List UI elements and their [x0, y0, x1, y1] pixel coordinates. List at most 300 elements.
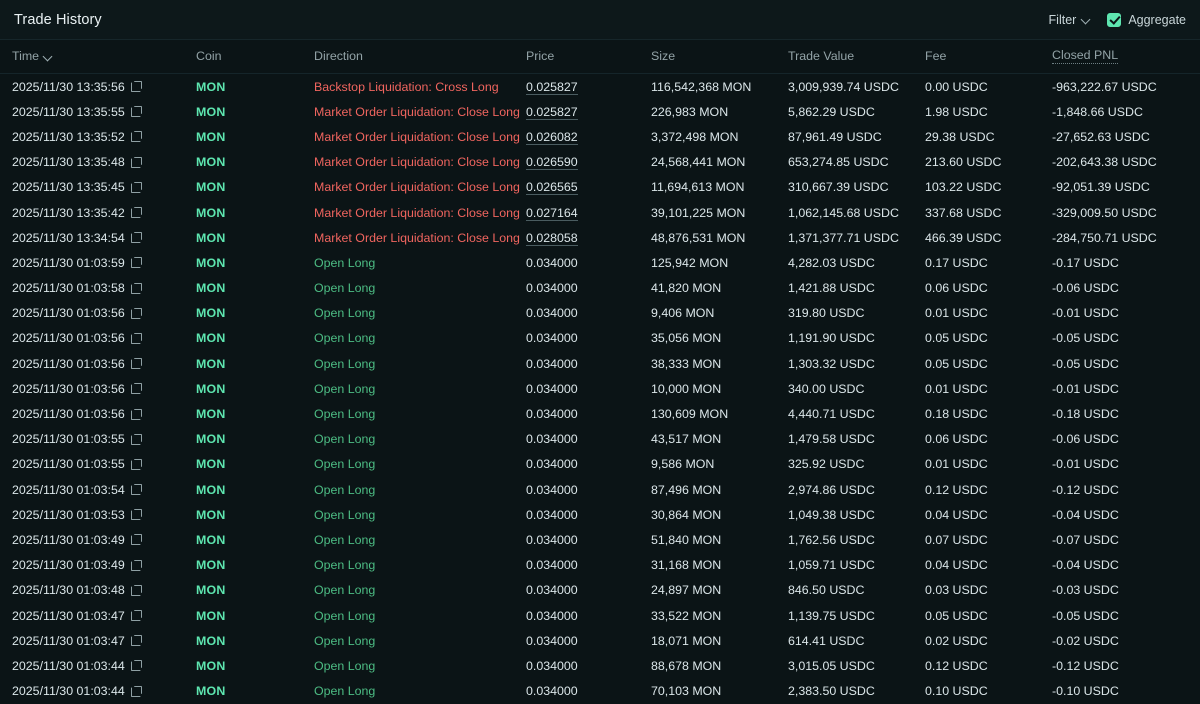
column-header-direction[interactable]: Direction	[314, 40, 526, 74]
price-value[interactable]: 0.027164	[526, 205, 578, 220]
cell-coin	[196, 351, 314, 376]
cell-price	[526, 553, 651, 578]
direction-text: Market Order Liquidation: Close Long	[314, 180, 520, 195]
direction-text: Open Long	[314, 658, 376, 673]
cell-size: 125,942 MON	[651, 255, 729, 270]
cell-size: 35,056 MON	[651, 331, 722, 346]
coin-symbol: MON	[196, 381, 226, 396]
cell-size: 116,542,368 MON	[651, 79, 752, 94]
cell-closed-pnl: -329,009.50 USDC	[1052, 205, 1157, 220]
cell-fee: 103.22 USDC	[925, 180, 1002, 195]
cell-fee: 0.03 USDC	[925, 583, 988, 598]
cell-coin	[196, 578, 314, 603]
table-row[interactable]	[0, 351, 1200, 376]
coin-symbol: MON	[196, 507, 226, 522]
cell-fee: 0.01 USDC	[925, 381, 988, 396]
coin-symbol: MON	[196, 482, 226, 497]
price-value: 0.034000	[526, 482, 578, 497]
price-value: 0.034000	[526, 281, 578, 296]
external-link-icon[interactable]	[131, 409, 142, 420]
cell-size: 88,678 MON	[651, 658, 722, 673]
column-header-coin[interactable]: Coin	[196, 40, 314, 74]
coin-symbol: MON	[196, 331, 226, 346]
price-value[interactable]: 0.026590	[526, 155, 578, 170]
cell-direction	[314, 603, 526, 628]
table-row[interactable]	[0, 653, 1200, 678]
cell-time	[0, 578, 196, 603]
coin-symbol: MON	[196, 558, 226, 573]
cell-fee: 0.05 USDC	[925, 356, 988, 371]
price-value: 0.034000	[526, 255, 578, 270]
sort-chevron-icon	[44, 52, 53, 61]
coin-symbol: MON	[196, 180, 226, 195]
cell-direction	[314, 502, 526, 527]
cell-closed-pnl: -0.05 USDC	[1052, 356, 1119, 371]
cell-price	[526, 603, 651, 628]
cell-size: 24,897 MON	[651, 583, 722, 598]
external-link-icon[interactable]	[131, 560, 142, 571]
cell-price	[526, 175, 651, 200]
cell-closed-pnl: -27,652.63 USDC	[1052, 129, 1150, 144]
cell-direction	[314, 301, 526, 326]
direction-text: Market Order Liquidation: Close Long	[314, 205, 520, 220]
coin-symbol: MON	[196, 457, 226, 472]
cell-time	[0, 326, 196, 351]
external-link-icon[interactable]	[131, 434, 142, 445]
cell-direction	[314, 401, 526, 426]
cell-trade-value: 1,191.90 USDC	[788, 331, 875, 346]
cell-size: 33,522 MON	[651, 608, 722, 623]
external-link-icon[interactable]	[131, 333, 142, 344]
cell-fee: 213.60 USDC	[925, 155, 1002, 170]
cell-direction	[314, 452, 526, 477]
header-controls	[1049, 13, 1186, 27]
external-link-icon[interactable]	[131, 182, 142, 193]
time-text: 2025/11/30 01:03:48	[12, 583, 125, 598]
cell-size: 87,496 MON	[651, 482, 722, 497]
cell-trade-value: 3,009,939.74 USDC	[788, 79, 899, 94]
cell-coin	[196, 225, 314, 250]
cell-price	[526, 99, 651, 124]
price-value[interactable]: 0.025827	[526, 104, 578, 119]
table-row[interactable]	[0, 553, 1200, 578]
cell-trade-value: 3,015.05 USDC	[788, 658, 875, 673]
cell-coin	[196, 653, 314, 678]
cell-trade-value: 846.50 USDC	[788, 583, 865, 598]
direction-text: Open Long	[314, 306, 376, 321]
coin-symbol: MON	[196, 79, 226, 94]
coin-symbol: MON	[196, 532, 226, 547]
cell-size: 39,101,225 MON	[651, 205, 746, 220]
cell-time	[0, 502, 196, 527]
cell-time	[0, 99, 196, 124]
time-text: 2025/11/30 01:03:55	[12, 432, 125, 447]
filter-label: Filter	[1048, 12, 1077, 27]
table-row[interactable]	[0, 74, 1200, 100]
price-value[interactable]: 0.026082	[526, 129, 578, 144]
table-row[interactable]	[0, 603, 1200, 628]
table-row[interactable]	[0, 276, 1200, 301]
cell-fee: 0.02 USDC	[925, 633, 988, 648]
chevron-down-icon	[1082, 15, 1091, 24]
cell-closed-pnl: -0.17 USDC	[1052, 255, 1119, 270]
cell-price	[526, 578, 651, 603]
cell-time	[0, 553, 196, 578]
direction-text: Market Order Liquidation: Close Long	[314, 129, 520, 144]
cell-fee: 0.04 USDC	[925, 507, 988, 522]
price-value: 0.034000	[526, 306, 578, 321]
cell-trade-value: 2,974.86 USDC	[788, 482, 875, 497]
table-header-row	[0, 40, 1200, 74]
table-row[interactable]	[0, 502, 1200, 527]
direction-text: Open Long	[314, 608, 376, 623]
external-link-icon[interactable]	[131, 484, 142, 495]
cell-closed-pnl: -0.04 USDC	[1052, 507, 1119, 522]
cell-size: 30,864 MON	[651, 507, 722, 522]
external-link-icon[interactable]	[131, 308, 142, 319]
cell-fee: 1.98 USDC	[925, 104, 988, 119]
time-text: 2025/11/30 13:35:55	[12, 104, 125, 119]
cell-price	[526, 527, 651, 552]
price-value[interactable]: 0.028058	[526, 230, 578, 245]
time-text: 2025/11/30 01:03:44	[12, 658, 125, 673]
cell-trade-value: 1,479.58 USDC	[788, 432, 875, 447]
cell-closed-pnl: -0.06 USDC	[1052, 432, 1119, 447]
cell-coin	[196, 301, 314, 326]
table-row[interactable]	[0, 175, 1200, 200]
cell-fee: 0.05 USDC	[925, 608, 988, 623]
column-header-closed-pnl[interactable]: Closed PNL	[1052, 40, 1200, 74]
time-text: 2025/11/30 01:03:47	[12, 633, 125, 648]
cell-coin	[196, 427, 314, 452]
table-row[interactable]	[0, 679, 1200, 704]
external-link-icon[interactable]	[131, 81, 142, 92]
cell-trade-value: 4,282.03 USDC	[788, 255, 875, 270]
table-row[interactable]	[0, 527, 1200, 552]
cell-direction	[314, 326, 526, 351]
external-link-icon[interactable]	[131, 207, 142, 218]
time-text: 2025/11/30 13:35:45	[12, 180, 125, 195]
cell-closed-pnl: -0.04 USDC	[1052, 558, 1119, 573]
cell-trade-value: 1,139.75 USDC	[788, 608, 875, 623]
time-text: 2025/11/30 01:03:54	[12, 482, 125, 497]
price-value: 0.034000	[526, 331, 578, 346]
cell-trade-value: 340.00 USDC	[788, 381, 865, 396]
cell-fee: 0.01 USDC	[925, 457, 988, 472]
external-link-icon[interactable]	[131, 610, 142, 621]
external-link-icon[interactable]	[131, 157, 142, 168]
cell-direction	[314, 427, 526, 452]
external-link-icon[interactable]	[131, 635, 142, 646]
cell-price	[526, 74, 651, 100]
cell-time	[0, 527, 196, 552]
cell-closed-pnl: -0.01 USDC	[1052, 306, 1119, 321]
time-text: 2025/11/30 13:35:42	[12, 205, 125, 220]
cell-coin	[196, 502, 314, 527]
cell-coin	[196, 477, 314, 502]
cell-price	[526, 200, 651, 225]
cell-closed-pnl: -0.06 USDC	[1052, 281, 1119, 296]
direction-text: Market Order Liquidation: Close Long	[314, 230, 520, 245]
coin-symbol: MON	[196, 407, 226, 422]
table-row[interactable]	[0, 477, 1200, 502]
price-value[interactable]: 0.026565	[526, 180, 578, 195]
external-link-icon[interactable]	[131, 660, 142, 671]
external-link-icon[interactable]	[131, 131, 142, 142]
cell-coin	[196, 628, 314, 653]
panel-header	[0, 0, 1200, 40]
cell-direction	[314, 74, 526, 100]
cell-coin	[196, 603, 314, 628]
external-link-icon[interactable]	[131, 459, 142, 470]
external-link-icon[interactable]	[131, 283, 142, 294]
external-link-icon[interactable]	[131, 106, 142, 117]
cell-time	[0, 150, 196, 175]
coin-symbol: MON	[196, 281, 226, 296]
table-body	[0, 74, 1200, 704]
table-row[interactable]	[0, 376, 1200, 401]
cell-coin	[196, 452, 314, 477]
cell-time	[0, 276, 196, 301]
aggregate-toggle[interactable]	[1107, 13, 1186, 27]
cell-size: 31,168 MON	[651, 558, 722, 573]
cell-time	[0, 124, 196, 149]
direction-text: Open Long	[314, 281, 376, 296]
cell-closed-pnl: -0.05 USDC	[1052, 331, 1119, 346]
filter-button[interactable]	[1049, 13, 1092, 27]
cell-closed-pnl: -284,750.71 USDC	[1052, 230, 1157, 245]
cell-price	[526, 351, 651, 376]
aggregate-checkbox[interactable]	[1107, 13, 1121, 27]
cell-trade-value: 1,059.71 USDC	[788, 558, 875, 573]
external-link-icon[interactable]	[131, 509, 142, 520]
cell-time	[0, 603, 196, 628]
cell-closed-pnl: -0.03 USDC	[1052, 583, 1119, 598]
cell-price	[526, 124, 651, 149]
cell-time	[0, 452, 196, 477]
cell-direction	[314, 653, 526, 678]
direction-text: Open Long	[314, 532, 376, 547]
cell-time	[0, 376, 196, 401]
cell-direction	[314, 150, 526, 175]
price-value: 0.034000	[526, 381, 578, 396]
coin-symbol: MON	[196, 684, 226, 699]
direction-text: Open Long	[314, 684, 376, 699]
cell-size: 18,071 MON	[651, 633, 722, 648]
table-row[interactable]	[0, 250, 1200, 275]
cell-price	[526, 276, 651, 301]
cell-time	[0, 427, 196, 452]
cell-closed-pnl: -0.07 USDC	[1052, 532, 1119, 547]
direction-text: Open Long	[314, 331, 376, 346]
cell-fee: 0.12 USDC	[925, 658, 988, 673]
cell-fee: 0.01 USDC	[925, 306, 988, 321]
cell-direction	[314, 351, 526, 376]
coin-symbol: MON	[196, 255, 226, 270]
time-text: 2025/11/30 01:03:58	[12, 281, 125, 296]
time-text: 2025/11/30 01:03:53	[12, 507, 125, 522]
cell-fee: 0.07 USDC	[925, 532, 988, 547]
cell-time	[0, 175, 196, 200]
coin-symbol: MON	[196, 306, 226, 321]
time-text: 2025/11/30 01:03:55	[12, 457, 125, 472]
cell-time	[0, 250, 196, 275]
time-text: 2025/11/30 13:34:54	[12, 230, 125, 245]
coin-symbol: MON	[196, 155, 226, 170]
coin-symbol: MON	[196, 205, 226, 220]
cell-direction	[314, 477, 526, 502]
cell-direction	[314, 527, 526, 552]
price-value: 0.034000	[526, 608, 578, 623]
external-link-icon[interactable]	[131, 686, 142, 697]
cell-fee: 337.68 USDC	[925, 205, 1002, 220]
cell-time	[0, 477, 196, 502]
table-row[interactable]	[0, 452, 1200, 477]
cell-trade-value: 614.41 USDC	[788, 633, 865, 648]
time-text: 2025/11/30 13:35:56	[12, 79, 125, 94]
cell-closed-pnl: -92,051.39 USDC	[1052, 180, 1150, 195]
cell-coin	[196, 527, 314, 552]
external-link-icon[interactable]	[131, 585, 142, 596]
cell-coin	[196, 679, 314, 704]
cell-trade-value: 5,862.29 USDC	[788, 104, 875, 119]
cell-closed-pnl: -0.10 USDC	[1052, 684, 1119, 699]
cell-price	[526, 150, 651, 175]
column-header-trade-value[interactable]: Trade Value	[788, 40, 925, 74]
cell-closed-pnl: -1,848.66 USDC	[1052, 104, 1143, 119]
direction-text: Market Order Liquidation: Close Long	[314, 104, 520, 119]
price-value[interactable]: 0.025827	[526, 79, 578, 94]
cell-coin	[196, 326, 314, 351]
price-value: 0.034000	[526, 532, 578, 547]
column-header-fee[interactable]: Fee	[925, 40, 1052, 74]
cell-closed-pnl: -0.05 USDC	[1052, 608, 1119, 623]
cell-direction	[314, 225, 526, 250]
cell-coin	[196, 553, 314, 578]
cell-trade-value: 87,961.49 USDC	[788, 129, 882, 144]
cell-price	[526, 250, 651, 275]
direction-text: Open Long	[314, 381, 376, 396]
coin-symbol: MON	[196, 129, 226, 144]
cell-fee: 466.39 USDC	[925, 230, 1002, 245]
cell-time	[0, 200, 196, 225]
direction-text: Market Order Liquidation: Close Long	[314, 155, 520, 170]
cell-size: 10,000 MON	[651, 381, 722, 396]
coin-symbol: MON	[196, 356, 226, 371]
cell-coin	[196, 200, 314, 225]
price-value: 0.034000	[526, 633, 578, 648]
table-row[interactable]	[0, 427, 1200, 452]
cell-closed-pnl: -202,643.38 USDC	[1052, 155, 1157, 170]
external-link-icon[interactable]	[131, 383, 142, 394]
price-value: 0.034000	[526, 457, 578, 472]
cell-price	[526, 427, 651, 452]
price-value: 0.034000	[526, 558, 578, 573]
cell-trade-value: 4,440.71 USDC	[788, 407, 875, 422]
column-header-price[interactable]: Price	[526, 40, 651, 74]
cell-coin	[196, 124, 314, 149]
external-link-icon[interactable]	[131, 257, 142, 268]
cell-direction	[314, 628, 526, 653]
table-row[interactable]	[0, 200, 1200, 225]
cell-size: 48,876,531 MON	[651, 230, 746, 245]
cell-fee: 0.05 USDC	[925, 331, 988, 346]
cell-direction	[314, 553, 526, 578]
page-title: Trade History	[14, 11, 102, 28]
table-row[interactable]	[0, 150, 1200, 175]
table-row[interactable]	[0, 578, 1200, 603]
cell-fee: 0.06 USDC	[925, 432, 988, 447]
direction-text: Open Long	[314, 432, 376, 447]
price-value: 0.034000	[526, 356, 578, 371]
cell-closed-pnl: -0.12 USDC	[1052, 658, 1119, 673]
time-text: 2025/11/30 01:03:59	[12, 255, 125, 270]
table-row[interactable]	[0, 301, 1200, 326]
price-value: 0.034000	[526, 583, 578, 598]
column-header-time[interactable]: Time	[0, 40, 196, 74]
direction-text: Open Long	[314, 407, 376, 422]
external-link-icon[interactable]	[131, 232, 142, 243]
time-text: 2025/11/30 01:03:56	[12, 306, 125, 321]
time-text: 2025/11/30 01:03:47	[12, 608, 125, 623]
cell-trade-value: 325.92 USDC	[788, 457, 865, 472]
cell-closed-pnl: -963,222.67 USDC	[1052, 79, 1157, 94]
trade-history-table	[0, 40, 1200, 704]
cell-size: 51,840 MON	[651, 532, 722, 547]
cell-size: 70,103 MON	[651, 684, 722, 699]
table-row[interactable]	[0, 628, 1200, 653]
cell-price	[526, 376, 651, 401]
coin-symbol: MON	[196, 230, 226, 245]
coin-symbol: MON	[196, 583, 226, 598]
time-text: 2025/11/30 01:03:49	[12, 558, 125, 573]
cell-size: 9,586 MON	[651, 457, 715, 472]
trade-table-container[interactable]	[0, 40, 1200, 704]
external-link-icon[interactable]	[131, 534, 142, 545]
cell-coin	[196, 376, 314, 401]
cell-coin	[196, 150, 314, 175]
direction-text: Open Long	[314, 583, 376, 598]
table-row[interactable]	[0, 99, 1200, 124]
price-value: 0.034000	[526, 658, 578, 673]
price-value: 0.034000	[526, 684, 578, 699]
cell-direction	[314, 276, 526, 301]
cell-fee: 0.10 USDC	[925, 684, 988, 699]
cell-direction	[314, 175, 526, 200]
time-text: 2025/11/30 01:03:56	[12, 331, 125, 346]
cell-time	[0, 628, 196, 653]
external-link-icon[interactable]	[131, 358, 142, 369]
cell-closed-pnl: -0.01 USDC	[1052, 457, 1119, 472]
coin-symbol: MON	[196, 432, 226, 447]
cell-coin	[196, 175, 314, 200]
cell-trade-value: 310,667.39 USDC	[788, 180, 889, 195]
cell-price	[526, 502, 651, 527]
table-row[interactable]	[0, 225, 1200, 250]
column-header-size[interactable]: Size	[651, 40, 788, 74]
table-row[interactable]	[0, 124, 1200, 149]
cell-size: 226,983 MON	[651, 104, 729, 119]
coin-symbol: MON	[196, 608, 226, 623]
time-text: 2025/11/30 13:35:52	[12, 129, 125, 144]
coin-symbol: MON	[196, 633, 226, 648]
cell-direction	[314, 578, 526, 603]
table-row[interactable]	[0, 401, 1200, 426]
cell-trade-value: 1,421.88 USDC	[788, 281, 875, 296]
direction-text: Backstop Liquidation: Cross Long	[314, 79, 499, 94]
table-row[interactable]	[0, 326, 1200, 351]
cell-trade-value: 653,274.85 USDC	[788, 155, 889, 170]
